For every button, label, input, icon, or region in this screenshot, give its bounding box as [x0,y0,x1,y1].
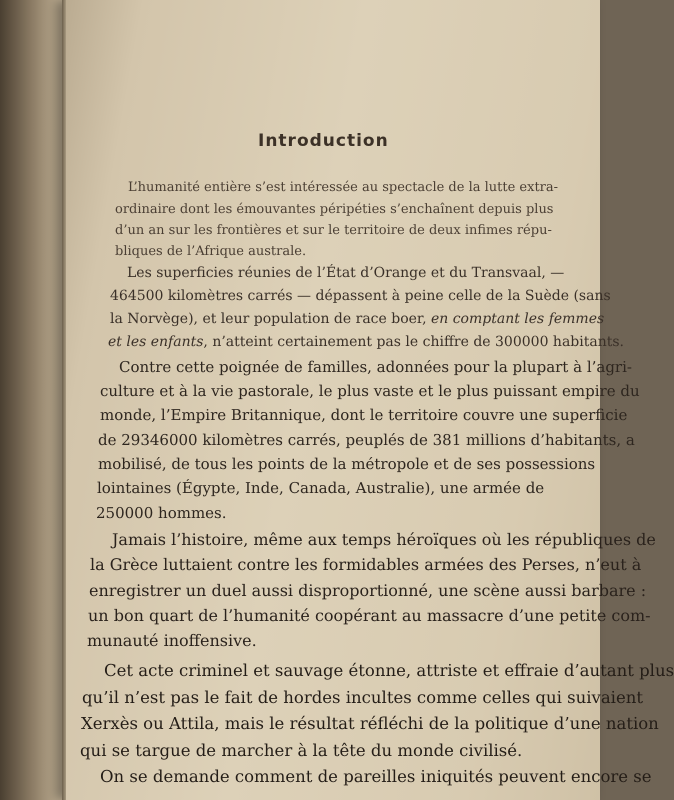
italic-text: en comptant les femmes [430,311,605,327]
text-line: qui se targue de marcher à la tête du monde civilisé. [80,741,523,760]
chapter-title: Introduction [258,131,389,151]
text-line: Les superficies réunies de l’État d’Orange et du Transvaal, — [127,265,565,281]
text-segment: , n’atteint certainement pas le chiffre de 300000 habitants. [203,334,624,350]
text-line [100,767,652,786]
text-line: Jamais l’histoire, même aux temps héroïques où les républiques de [112,530,656,549]
text-line: d’un an sur les frontières et sur le territoire de deux infimes répu- [115,223,552,238]
italic-text: et les enfants [108,334,204,350]
text-line [108,334,624,350]
text-line: culture et à la vie pastorale, le plus vaste et le plus puissant empire du [100,382,640,400]
text-line: mobilisé, de tous les points de la métropole et de ses possessions [98,455,596,473]
text-line: L’humanité entière s’est intéressée au spectacle de la lutte extra- [128,180,559,195]
text-line: 464500 kilomètres carrés — dépassent à peine celle de la Suède (sans [110,288,611,304]
book-page [62,0,600,800]
text-line: qu’il n’est pas le fait de hordes incultes comme celles qui suivaient [82,688,643,707]
text-line: Cet acte criminel et sauvage étonne, attriste et effraie d’autant plus [104,661,674,680]
text-line: monde, l’Empire Britannique, dont le territoire couvre une superficie [100,406,628,424]
book-binding-shadow [0,0,70,800]
text-line [110,311,604,327]
text-line: ordinaire dont les émouvantes péripéties s’enchaînent depuis plus [115,202,554,217]
text-line: bliques de l’Afrique australe. [115,244,307,259]
text-line: lointaines (Égypte, Inde, Canada, Australie), une armée de [97,479,545,497]
text-line: un bon quart de l’humanité coopérant au massacre d’une petite com- [88,606,651,625]
text-line: Contre cette poignée de familles, adonnées pour la plupart à l’agri- [119,358,632,376]
text-segment: On se demande comment de pareilles iniquités peuvent encore se [100,767,652,786]
text-segment: la Norvège), et leur population de race boer, [110,311,431,327]
page-edge [62,0,66,800]
text-line: de 29346000 kilomètres carrés, peuplés de 381 millions d’habitants, a [98,431,635,449]
text-line: munauté inoffensive. [87,631,257,650]
text-line: 250000 hommes. [96,504,227,522]
text-line: Xerxès ou Attila, mais le résultat réfléchi de la politique d’une nation [81,714,659,733]
text-line: la Grèce luttaient contre les formidables armées des Perses, n’eut à [90,555,642,574]
text-line: enregistrer un duel aussi disproportionné, une scène aussi barbare : [89,581,647,600]
